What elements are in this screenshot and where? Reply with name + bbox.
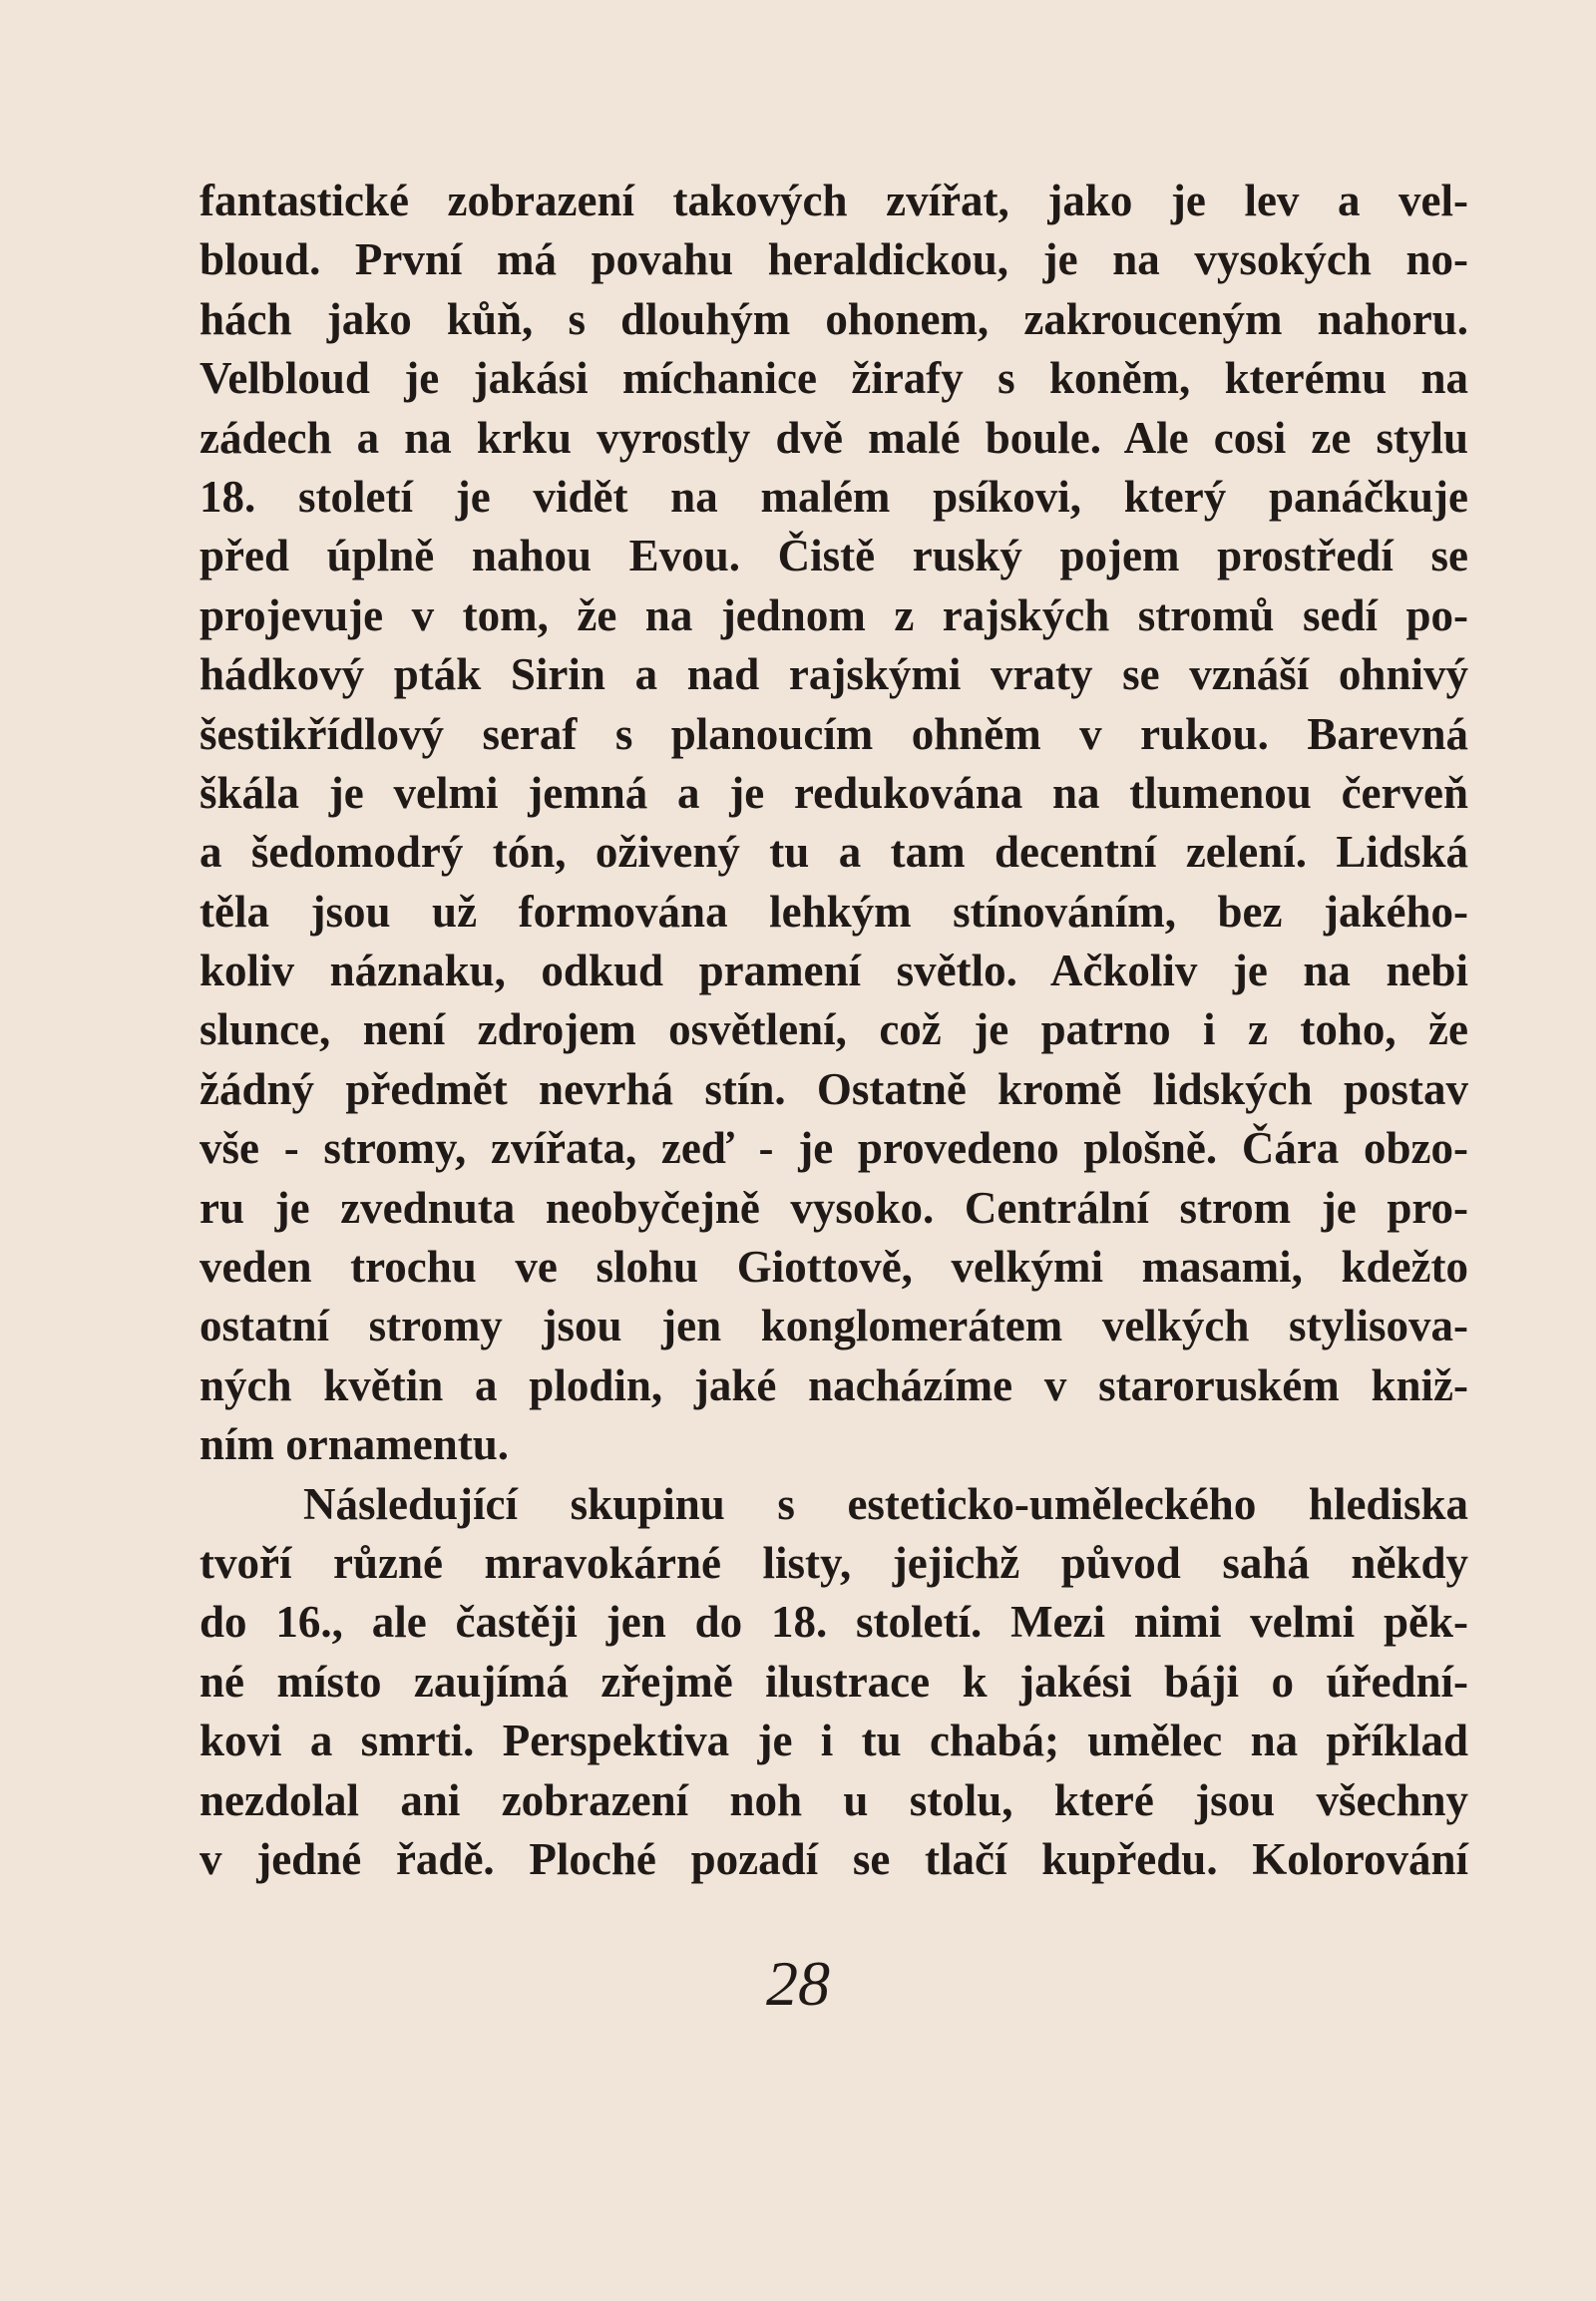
page-number: 28 [766,1948,830,2019]
text-line: ných květin a plodin, jaké nacházíme v staroruském kniž- [200,1359,1468,1410]
text-line: ru je zvednuta neobyčejně vysoko. Centrální strom je pro- [200,1182,1468,1233]
text-line: před úplně nahou Evou. Čistě ruský pojem prostředí se [200,531,1468,581]
text-line: vše - stromy, zvířata, zeď - je provedeno plošně. Čára obzo- [200,1123,1468,1174]
text-line: škála je velmi jemná a je redukována na tlumenou červeň [200,767,1468,818]
text-line: ostatní stromy jsou jen konglomerátem velkých stylisova- [200,1301,1468,1351]
text-line: těla jsou už formována lehkým stínováním, bez jakého- [200,886,1468,937]
text-line: Velbloud je jakási míchanice žirafy s koněm, kterému na [200,353,1468,404]
paragraph-first-line: Následující skupinu s esteticko-uměleckého hlediska [303,1478,1468,1529]
text-line: slunce, není zdrojem osvětlení, což je patrno i z toho, že [200,1004,1468,1055]
text-line: v jedné řadě. Ploché pozadí se tlačí kupředu. Kolorování [200,1833,1468,1884]
text-line: nezdolal ani zobrazení noh u stolu, které jsou všechny [200,1774,1468,1825]
text-line: koliv náznaku, odkud pramení světlo. Ačkoliv je na nebi [200,946,1468,996]
text-line: ním ornamentu. [200,1419,510,1470]
text-line: do 16., ale častěji jen do 18. století. Mezi nimi velmi pěk- [200,1597,1468,1648]
text-line: veden trochu ve slohu Giottově, velkými masami, kdežto [200,1242,1468,1293]
text-line: bloud. První má povahu heraldickou, je na vysokých no- [200,234,1468,285]
text-line: né místo zaujímá zřejmě ilustrace k jakési báji o úřední- [200,1656,1468,1707]
text-line: 18. století je vidět na malém psíkovi, který panáčkuje [200,471,1468,522]
text-line: hách jako kůň, s dlouhým ohonem, zakrouceným nahoru. [200,293,1468,344]
text-line: a šedomodrý tón, oživený tu a tam decentní zelení. Lidská [200,827,1468,878]
text-line: šestikřídlový seraf s planoucím ohněm v rukou. Barevná [200,708,1468,759]
text-line: fantastické zobrazení takových zvířat, jako je lev a vel- [200,176,1468,225]
text-line: kovi a smrti. Perspektiva je i tu chabá; umělec na příklad [200,1716,1468,1766]
text-line: žádný předmět nevrhá stín. Ostatně kromě lidských postav [200,1063,1468,1114]
text-line: zádech a na krku vyrostly dvě malé boule. Ale cosi ze stylu [200,412,1468,463]
text-line: tvoří různé mravokárné listy, jejichž původ sahá někdy [200,1537,1468,1588]
body-text [200,172,1468,1889]
text-line: projevuje v tom, že na jednom z rajských stromů sedí po- [200,589,1468,640]
text-line: hádkový pták Sirin a nad rajskými vraty se vznáší ohnivý [200,649,1468,700]
